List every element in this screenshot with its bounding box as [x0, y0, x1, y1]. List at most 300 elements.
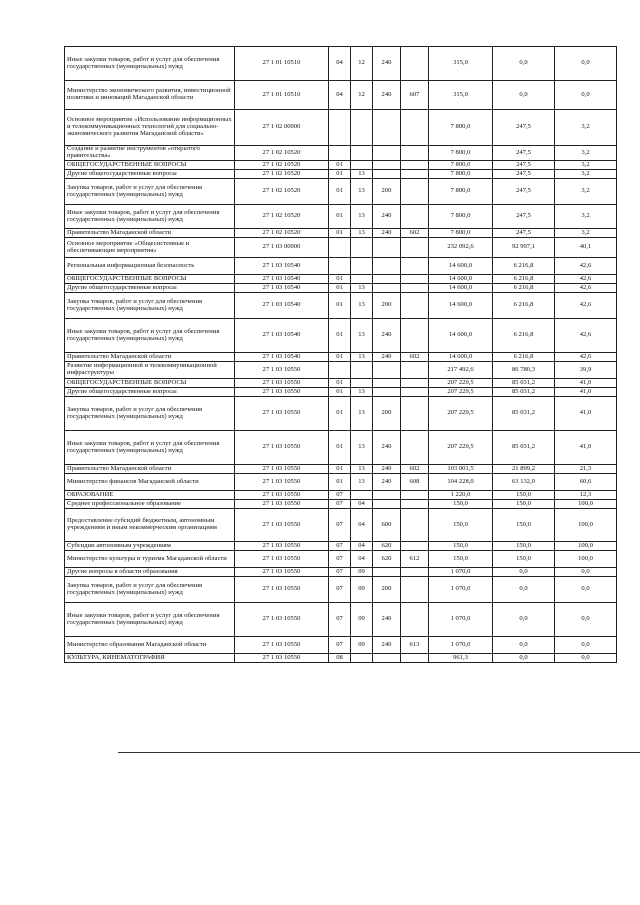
cell-rz: 07 [329, 603, 351, 637]
cell-pct: 3,2 [555, 205, 617, 229]
cell-pr: 13 [351, 397, 373, 431]
cell-grbs [401, 388, 429, 397]
cell-name: Правительство Магаданской области [65, 229, 235, 238]
cell-pct: 3,2 [555, 110, 617, 146]
cell-code: 27 1 03 10550 [235, 500, 329, 509]
cell-name: ОБРАЗОВАНИЕ [65, 491, 235, 500]
cell-name: Среднее профессиональное образование [65, 500, 235, 509]
cell-rz: 01 [329, 465, 351, 474]
cell-pct: 3,2 [555, 161, 617, 170]
cell-pct: 100,0 [555, 509, 617, 542]
cell-code: 27 1 03 10540 [235, 284, 329, 293]
cell-vr: 240 [373, 229, 401, 238]
cell-code: 27 1 02 10520 [235, 229, 329, 238]
cell-code: 27 1 03 10550 [235, 465, 329, 474]
cell-fact: 85 031,2 [493, 388, 555, 397]
cell-plan: 7 800,0 [429, 205, 493, 229]
cell-vr [373, 258, 401, 275]
cell-fact: 6 216,8 [493, 284, 555, 293]
cell-vr: 240 [373, 603, 401, 637]
cell-vr: 200 [373, 179, 401, 205]
cell-grbs [401, 568, 429, 577]
cell-pr: 13 [351, 388, 373, 397]
cell-rz: 07 [329, 500, 351, 509]
cell-grbs: 602 [401, 229, 429, 238]
cell-rz [329, 238, 351, 258]
cell-fact: 0,0 [493, 568, 555, 577]
table-row [65, 275, 617, 284]
cell-fact: 247,5 [493, 110, 555, 146]
cell-pr [351, 362, 373, 379]
table-row [65, 47, 617, 81]
cell-rz [329, 110, 351, 146]
cell-name: Создание и развитие инструментов «открытого правительства» [65, 146, 235, 161]
cell-pr [351, 491, 373, 500]
cell-grbs [401, 238, 429, 258]
cell-grbs: 602 [401, 465, 429, 474]
table-row [65, 388, 617, 397]
cell-code: 27 1 03 10550 [235, 542, 329, 551]
cell-pr: 09 [351, 637, 373, 654]
cell-name: Закупка товаров, работ и услуг для обеспечения государственных (муниципальных) нужд [65, 179, 235, 205]
cell-vr: 200 [373, 577, 401, 603]
cell-pr: 13 [351, 353, 373, 362]
cell-plan: 14 600,0 [429, 293, 493, 319]
cell-grbs [401, 577, 429, 603]
cell-pct: 0,0 [555, 568, 617, 577]
cell-name: Министерство экономического развития, инвестиционной политики и инноваций Магаданской области [65, 81, 235, 110]
cell-code: 27 1 03 10550 [235, 397, 329, 431]
table-row [65, 293, 617, 319]
cell-vr: 240 [373, 205, 401, 229]
cell-pr [351, 161, 373, 170]
table-row [65, 362, 617, 379]
cell-pct: 41,0 [555, 379, 617, 388]
cell-plan: 14 600,0 [429, 353, 493, 362]
cell-code: 27 1 02 10520 [235, 205, 329, 229]
cell-pr: 13 [351, 205, 373, 229]
table-row [65, 238, 617, 258]
cell-name: Другие общегосударственные вопросы [65, 388, 235, 397]
cell-name: Субсидии автономным учреждениям [65, 542, 235, 551]
cell-rz: 04 [329, 47, 351, 81]
cell-code: 27 1 03 10550 [235, 637, 329, 654]
table-row [65, 379, 617, 388]
cell-pct: 60,6 [555, 474, 617, 491]
page-bottom-rule [118, 752, 640, 753]
cell-vr [373, 500, 401, 509]
cell-name: КУЛЬТУРА, КИНЕМАТОГРАФИЯ [65, 654, 235, 663]
cell-vr [373, 654, 401, 663]
cell-fact: 6 216,8 [493, 353, 555, 362]
cell-vr [373, 568, 401, 577]
cell-vr [373, 388, 401, 397]
cell-name: Министерство культуры и туризма Магаданской области [65, 551, 235, 568]
table-row [65, 81, 617, 110]
cell-name: ОБЩЕГОСУДАРСТВЕННЫЕ ВОПРОСЫ [65, 275, 235, 284]
cell-vr: 240 [373, 319, 401, 353]
cell-rz: 01 [329, 229, 351, 238]
cell-pr: 13 [351, 474, 373, 491]
cell-pr: 04 [351, 542, 373, 551]
cell-plan: 7 800,0 [429, 161, 493, 170]
table-row [65, 110, 617, 146]
cell-pr: 13 [351, 465, 373, 474]
cell-pr: 09 [351, 568, 373, 577]
cell-rz [329, 362, 351, 379]
cell-grbs [401, 170, 429, 179]
cell-fact: 0,0 [493, 577, 555, 603]
cell-fact: 85 031,2 [493, 397, 555, 431]
cell-vr [373, 170, 401, 179]
cell-grbs [401, 293, 429, 319]
cell-pr [351, 275, 373, 284]
cell-grbs [401, 362, 429, 379]
cell-name: Закупка товаров, работ и услуг для обеспечения государственных (муниципальных) нужд [65, 397, 235, 431]
cell-pr: 04 [351, 500, 373, 509]
cell-fact: 247,5 [493, 161, 555, 170]
cell-rz: 01 [329, 284, 351, 293]
cell-name: Другие общегосударственные вопросы [65, 170, 235, 179]
cell-name: Региональная информационная безопасность [65, 258, 235, 275]
cell-rz: 07 [329, 491, 351, 500]
cell-grbs [401, 284, 429, 293]
cell-fact: 6 216,8 [493, 275, 555, 284]
budget-table-sheet [64, 46, 616, 663]
budget-table [64, 46, 617, 663]
cell-fact: 6 216,8 [493, 319, 555, 353]
cell-plan: 1 070,0 [429, 603, 493, 637]
cell-name: Закупка товаров, работ и услуг для обеспечения государственных (муниципальных) нужд [65, 577, 235, 603]
cell-plan: 217 492,6 [429, 362, 493, 379]
cell-fact: 85 031,2 [493, 379, 555, 388]
cell-name: Иные закупки товаров, работ и услуг для обеспечения государственных (муниципальных) нужд [65, 205, 235, 229]
table-row [65, 603, 617, 637]
cell-code: 27 1 03 10550 [235, 388, 329, 397]
cell-pr: 13 [351, 179, 373, 205]
cell-code: 27 1 03 10550 [235, 379, 329, 388]
cell-rz: 01 [329, 205, 351, 229]
cell-pr [351, 110, 373, 146]
cell-plan: 961,3 [429, 654, 493, 663]
cell-fact: 6 216,8 [493, 258, 555, 275]
cell-name: Правительство Магаданской области [65, 353, 235, 362]
table-row [65, 568, 617, 577]
cell-fact: 247,5 [493, 179, 555, 205]
cell-code: 27 1 02 10520 [235, 170, 329, 179]
cell-plan: 7 800,0 [429, 229, 493, 238]
table-row [65, 397, 617, 431]
cell-rz: 07 [329, 637, 351, 654]
cell-name: Предоставление субсидий бюджетным, автономным учреждениям и иным некоммерческим организациям [65, 509, 235, 542]
cell-fact: 0,0 [493, 603, 555, 637]
cell-code: 27 1 03 10540 [235, 353, 329, 362]
cell-code: 27 1 03 10540 [235, 258, 329, 275]
cell-grbs [401, 542, 429, 551]
cell-plan: 7 800,0 [429, 179, 493, 205]
cell-name: Закупка товаров, работ и услуг для обеспечения государственных (муниципальных) нужд [65, 293, 235, 319]
cell-plan: 103 001,5 [429, 465, 493, 474]
cell-vr [373, 275, 401, 284]
cell-name: Основное мероприятие «Общесистемные и обеспечивающие мероприятия» [65, 238, 235, 258]
cell-plan: 150,0 [429, 509, 493, 542]
table-row [65, 542, 617, 551]
cell-vr: 240 [373, 353, 401, 362]
cell-name: Министерство образования Магаданской области [65, 637, 235, 654]
cell-grbs [401, 146, 429, 161]
cell-vr [373, 110, 401, 146]
cell-grbs: 613 [401, 637, 429, 654]
cell-rz: 01 [329, 179, 351, 205]
cell-code: 27 1 02 10520 [235, 146, 329, 161]
cell-fact: 92 997,1 [493, 238, 555, 258]
cell-vr: 240 [373, 431, 401, 465]
cell-name: Иные закупки товаров, работ и услуг для обеспечения государственных (муниципальных) нужд [65, 603, 235, 637]
cell-plan: 14 600,0 [429, 275, 493, 284]
cell-code: 27 1 01 10510 [235, 47, 329, 81]
cell-name: Основное мероприятие «Использование информационных и телекоммуникационных технологий для социально-экономического развития Магаданской области» [65, 110, 235, 146]
cell-pct: 0,0 [555, 654, 617, 663]
cell-plan: 315,0 [429, 81, 493, 110]
budget-table-body [65, 47, 617, 663]
cell-rz: 01 [329, 397, 351, 431]
cell-code: 27 1 03 10540 [235, 275, 329, 284]
cell-rz: 01 [329, 319, 351, 353]
cell-vr: 200 [373, 397, 401, 431]
cell-vr [373, 379, 401, 388]
cell-code: 27 1 03 00000 [235, 238, 329, 258]
cell-code: 27 1 03 10550 [235, 509, 329, 542]
cell-vr: 240 [373, 474, 401, 491]
cell-pct: 42,6 [555, 258, 617, 275]
cell-code: 27 1 03 10550 [235, 577, 329, 603]
cell-rz: 01 [329, 474, 351, 491]
cell-name: ОБЩЕГОСУДАРСТВЕННЫЕ ВОПРОСЫ [65, 161, 235, 170]
cell-code: 27 1 03 10540 [235, 319, 329, 353]
cell-name: Иные закупки товаров, работ и услуг для обеспечения государственных (муниципальных) нужд [65, 319, 235, 353]
cell-fact: 85 031,2 [493, 431, 555, 465]
cell-pct: 3,2 [555, 146, 617, 161]
cell-plan: 207 229,5 [429, 379, 493, 388]
cell-grbs [401, 258, 429, 275]
cell-grbs [401, 179, 429, 205]
table-row [65, 474, 617, 491]
cell-name: ОБЩЕГОСУДАРСТВЕННЫЕ ВОПРОСЫ [65, 379, 235, 388]
cell-rz: 07 [329, 542, 351, 551]
cell-code: 27 1 02 00000 [235, 110, 329, 146]
cell-rz: 07 [329, 551, 351, 568]
table-row [65, 146, 617, 161]
cell-code: 27 1 03 10550 [235, 654, 329, 663]
cell-name: Другие вопросы в области образования [65, 568, 235, 577]
cell-grbs [401, 603, 429, 637]
cell-fact: 150,0 [493, 542, 555, 551]
cell-pr: 04 [351, 551, 373, 568]
cell-pct: 12,3 [555, 491, 617, 500]
cell-rz: 01 [329, 161, 351, 170]
cell-vr: 240 [373, 47, 401, 81]
cell-plan: 150,0 [429, 542, 493, 551]
cell-rz: 01 [329, 275, 351, 284]
cell-plan: 232 092,6 [429, 238, 493, 258]
cell-pct: 42,6 [555, 353, 617, 362]
cell-fact: 150,0 [493, 500, 555, 509]
table-row [65, 465, 617, 474]
cell-code: 27 1 03 10550 [235, 568, 329, 577]
cell-plan: 14 600,0 [429, 258, 493, 275]
cell-pct: 0,0 [555, 81, 617, 110]
cell-vr: 240 [373, 465, 401, 474]
cell-pct: 40,1 [555, 238, 617, 258]
cell-pr: 12 [351, 81, 373, 110]
cell-pct: 42,6 [555, 293, 617, 319]
cell-pct: 21,3 [555, 465, 617, 474]
cell-code: 27 1 03 10550 [235, 603, 329, 637]
table-row [65, 284, 617, 293]
cell-pct: 41,0 [555, 388, 617, 397]
cell-code: 27 1 03 10550 [235, 491, 329, 500]
cell-fact: 247,5 [493, 170, 555, 179]
cell-grbs [401, 379, 429, 388]
cell-grbs [401, 275, 429, 284]
cell-vr [373, 362, 401, 379]
cell-pr: 13 [351, 319, 373, 353]
table-row [65, 319, 617, 353]
cell-name: Иные закупки товаров, работ и услуг для обеспечения государственных (муниципальных) нужд [65, 47, 235, 81]
cell-plan: 7 800,0 [429, 170, 493, 179]
cell-pct: 42,6 [555, 284, 617, 293]
cell-grbs [401, 509, 429, 542]
cell-pr: 13 [351, 293, 373, 319]
cell-plan: 207 229,5 [429, 397, 493, 431]
cell-pr: 04 [351, 509, 373, 542]
cell-fact: 6 216,8 [493, 293, 555, 319]
table-row [65, 431, 617, 465]
cell-rz: 01 [329, 353, 351, 362]
table-row [65, 654, 617, 663]
cell-fact: 0,0 [493, 81, 555, 110]
cell-pr: 12 [351, 47, 373, 81]
cell-pr: 13 [351, 170, 373, 179]
cell-plan: 1 070,0 [429, 637, 493, 654]
cell-pr: 13 [351, 284, 373, 293]
cell-rz [329, 146, 351, 161]
cell-vr [373, 284, 401, 293]
cell-fact: 150,0 [493, 509, 555, 542]
cell-vr: 620 [373, 551, 401, 568]
cell-grbs [401, 397, 429, 431]
cell-plan: 150,0 [429, 551, 493, 568]
cell-fact: 63 132,0 [493, 474, 555, 491]
cell-pr [351, 238, 373, 258]
cell-plan: 14 600,0 [429, 284, 493, 293]
cell-grbs [401, 654, 429, 663]
cell-vr [373, 146, 401, 161]
cell-pr [351, 379, 373, 388]
cell-pct: 100,0 [555, 551, 617, 568]
cell-code: 27 1 03 10550 [235, 551, 329, 568]
cell-grbs [401, 500, 429, 509]
table-row [65, 229, 617, 238]
cell-plan: 1 220,0 [429, 491, 493, 500]
cell-rz: 01 [329, 293, 351, 319]
cell-pct: 0,0 [555, 47, 617, 81]
table-row [65, 577, 617, 603]
cell-vr: 620 [373, 542, 401, 551]
table-row [65, 170, 617, 179]
cell-name: Иные закупки товаров, работ и услуг для обеспечения государственных (муниципальных) нужд [65, 431, 235, 465]
cell-pct: 0,0 [555, 577, 617, 603]
cell-grbs [401, 110, 429, 146]
cell-plan: 7 800,0 [429, 110, 493, 146]
cell-grbs [401, 205, 429, 229]
cell-vr: 240 [373, 637, 401, 654]
cell-plan: 104 228,0 [429, 474, 493, 491]
cell-name: Развитие информационной и телекоммуникационной инфраструктуры [65, 362, 235, 379]
cell-vr [373, 491, 401, 500]
cell-grbs [401, 319, 429, 353]
cell-fact: 247,5 [493, 146, 555, 161]
cell-fact: 247,5 [493, 205, 555, 229]
cell-fact: 86 780,3 [493, 362, 555, 379]
cell-pr: 09 [351, 603, 373, 637]
cell-rz: 01 [329, 379, 351, 388]
cell-pct: 3,2 [555, 229, 617, 238]
cell-name: Другие общегосударственные вопросы [65, 284, 235, 293]
cell-rz [329, 258, 351, 275]
cell-pr: 13 [351, 229, 373, 238]
table-row [65, 258, 617, 275]
cell-grbs: 607 [401, 81, 429, 110]
table-row [65, 500, 617, 509]
cell-fact: 0,0 [493, 654, 555, 663]
cell-name: Правительство Магаданской области [65, 465, 235, 474]
cell-pct: 100,0 [555, 500, 617, 509]
cell-grbs: 612 [401, 551, 429, 568]
table-row [65, 637, 617, 654]
cell-rz: 01 [329, 431, 351, 465]
cell-rz: 07 [329, 509, 351, 542]
cell-code: 27 1 01 10510 [235, 81, 329, 110]
cell-code: 27 1 02 10520 [235, 179, 329, 205]
cell-grbs [401, 431, 429, 465]
cell-code: 27 1 03 10550 [235, 431, 329, 465]
cell-plan: 207 229,5 [429, 388, 493, 397]
cell-rz: 01 [329, 170, 351, 179]
cell-fact: 0,0 [493, 47, 555, 81]
cell-pct: 0,0 [555, 637, 617, 654]
cell-plan: 1 070,0 [429, 568, 493, 577]
cell-code: 27 1 02 10520 [235, 161, 329, 170]
cell-rz: 01 [329, 388, 351, 397]
cell-pr [351, 654, 373, 663]
cell-pct: 42,6 [555, 275, 617, 284]
table-row [65, 205, 617, 229]
cell-pr [351, 146, 373, 161]
cell-vr: 600 [373, 509, 401, 542]
table-row [65, 353, 617, 362]
cell-pct: 42,6 [555, 319, 617, 353]
cell-pct: 39,9 [555, 362, 617, 379]
cell-grbs [401, 47, 429, 81]
cell-fact: 150,0 [493, 551, 555, 568]
cell-pct: 100,0 [555, 542, 617, 551]
cell-plan: 207 229,5 [429, 431, 493, 465]
cell-pr: 13 [351, 431, 373, 465]
table-row [65, 179, 617, 205]
cell-plan: 315,0 [429, 47, 493, 81]
cell-pr: 09 [351, 577, 373, 603]
